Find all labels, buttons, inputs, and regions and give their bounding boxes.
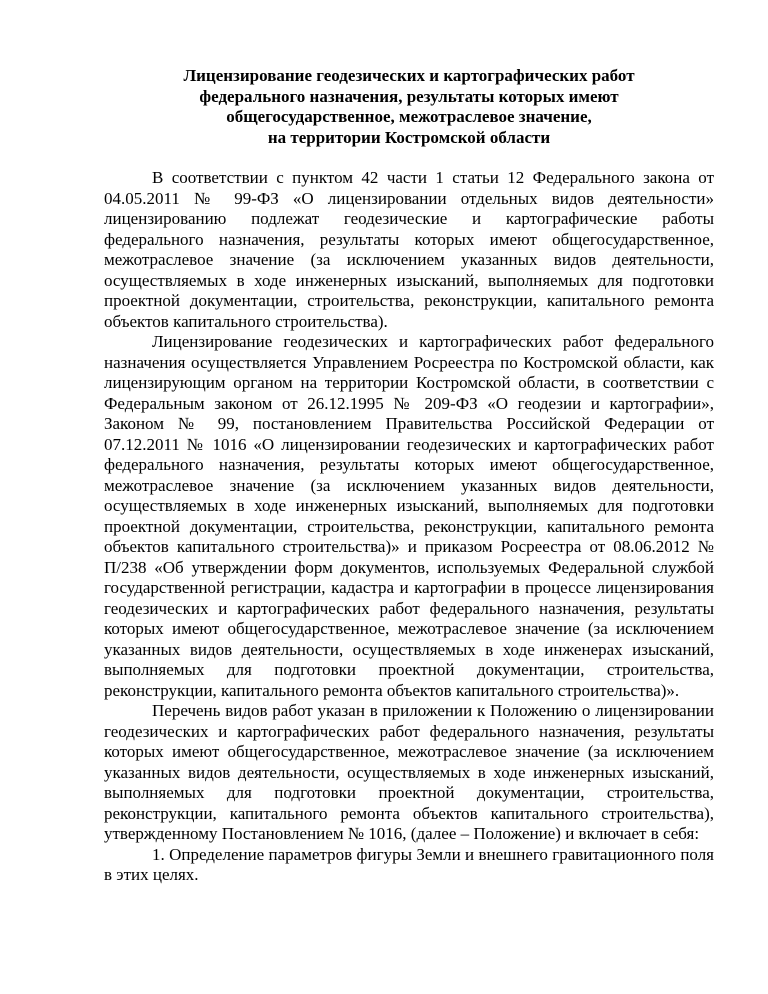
title-line: общегосударственное, межотраслевое значение, — [226, 107, 592, 126]
document-body — [104, 66, 714, 886]
document-title — [104, 66, 714, 148]
paragraph-licensing-authority: Лицензирование геодезических и картографических работ федерального назначения осуществляется Управлением Росреестра по Костромской области, как лицензирующим органом на территории Костромской области, в соответствии с Федеральным законом от 26.12.1995 № 209-ФЗ «О геодезии и картографии», Законом № 99, постановлением Правительства Российской Федерации от 07.12.2011 № 1016 «О лицензировании геодезических и картографических работ федерального назначения, результаты которых имеют общегосударственное, межотраслевое значение (за исключением указанных видов деятельности, осуществляемых в ходе инженерных изысканий, выполняемых для подготовки проектной документации, строительства, реконструкции, капитального ремонта объектов капитального строительства)» и приказом Росреестра от 08.06.2012 № П/238 «Об утверждении форм документов, используемых Федеральной службой государственной регистрации, кадастра и картографии в процессе лицензирования геодезических и картографических работ федерального назначения, результаты которых имеют общегосударственное, межотраслевое значение (за исключением указанных видов деятельности, осуществляемых в ходе инженерах изысканий, выполняемых для подготовки проектной документации, строительства, реконструкции, капитального ремонта объектов капитального строительства)». — [104, 332, 714, 700]
paragraph-works-list: Перечень видов работ указан в приложении к Положению о лицензировании геодезических и картографических работ федерального назначения, результаты которых имеют общегосударственное, межотраслевое значение (за исключением указанных видов деятельности, осуществляемых в ходе инженерных изысканий, выполняемых для подготовки проектной документации, строительства, реконструкции, капитального ремонта объектов капитального строительства), утвержденному Постановлением № 1016, (далее – Положение) и включает в себя: — [104, 701, 714, 843]
paragraph-item-1: 1. Определение параметров фигуры Земли и внешнего гравитационного поля в этих целях. — [104, 844, 714, 884]
title-line: федерального назначения, результаты которых имеют — [199, 86, 619, 106]
title-line: Лицензирование геодезических и картографических работ — [183, 66, 635, 85]
title-line: на территории Костромской области — [267, 127, 551, 147]
paragraph-legal-basis: В соответствии с пунктом 42 части 1 статьи 12 Федерального закона от 04.05.2011 № 99-ФЗ «О лицензировании отдельных видов деятельности» лицензированию подлежат геодезические и картографические работы федерального назначения, результаты которых имеют общегосударственное, межотраслевое значение (за исключением указанных видов деятельности, осуществляемых в ходе инженерных изысканий, выполняемых для подготовки проектной документации, строительства, реконструкции, капитального ремонта объектов капитального строительства). — [104, 168, 714, 331]
